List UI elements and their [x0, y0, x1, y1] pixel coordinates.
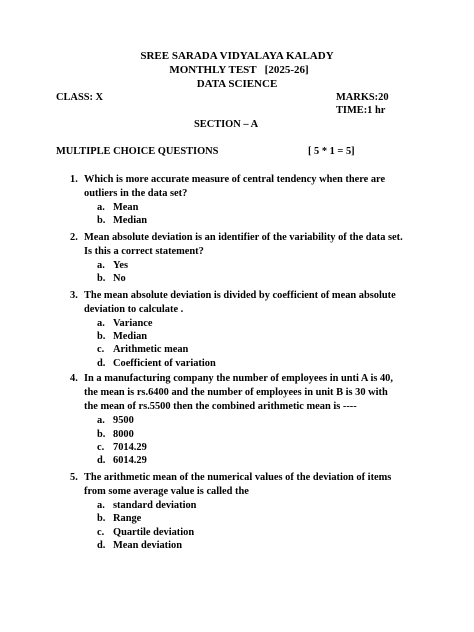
- option-text: Median: [113, 215, 148, 227]
- option-item: [0, 201, 474, 214]
- question-text: [0, 471, 404, 499]
- option-letter: d.: [97, 357, 106, 369]
- option-text: Quartile deviation: [113, 526, 195, 538]
- option-letter: a.: [97, 499, 105, 511]
- option-letter: a.: [97, 202, 105, 213]
- option-item: [0, 357, 474, 370]
- marks-scheme: [ 5 * 1 = 5]: [308, 146, 355, 157]
- question-number: 3.: [70, 289, 78, 301]
- option-item: [0, 512, 474, 525]
- option-text: Variance: [113, 317, 153, 329]
- option-item: [0, 259, 474, 272]
- option-list: [0, 317, 474, 371]
- question-item: [0, 173, 474, 228]
- option-text: No: [113, 273, 126, 285]
- option-text: standard deviation: [113, 499, 197, 511]
- option-item: [0, 343, 474, 356]
- option-letter: b.: [97, 331, 106, 343]
- option-list: [0, 499, 474, 553]
- option-list: [0, 201, 474, 228]
- question-number: 5.: [70, 471, 78, 483]
- question-item: [0, 372, 474, 468]
- test-title: MONTHLY TEST [2025-26]: [169, 64, 309, 76]
- question-item: [0, 289, 474, 371]
- option-letter: c.: [97, 526, 105, 538]
- option-item: [0, 428, 474, 441]
- option-item: [0, 414, 474, 427]
- option-text: Yes: [113, 259, 129, 271]
- option-item: [0, 526, 474, 539]
- question-text: [0, 231, 404, 259]
- option-letter: b.: [97, 428, 106, 440]
- question-item: [0, 471, 474, 553]
- option-text: 9500: [113, 415, 134, 427]
- question-text: [0, 173, 404, 201]
- option-text: Mean: [113, 202, 139, 213]
- question-body: The arithmetic mean of the numerical values of the deviation of items from some average value is called the: [84, 471, 392, 497]
- question-number: 2.: [70, 231, 78, 243]
- option-item: [0, 272, 474, 285]
- question-text: [0, 372, 404, 414]
- question-text: [0, 289, 404, 317]
- question-type-heading: MULTIPLE CHOICE QUESTIONS: [56, 146, 219, 157]
- option-letter: b.: [97, 215, 106, 227]
- time-label: TIME:1 hr: [336, 105, 386, 116]
- option-text: Range: [113, 513, 142, 525]
- option-letter: c.: [97, 344, 105, 356]
- question-body: In a manufacturing company the number of employees in unti A is 40, the mean is rs.6400 and the number of employees in unit B is 30 with the mean of rs.5500 then the combined arithmetic mean is ----: [84, 373, 393, 413]
- option-letter: a.: [97, 259, 105, 271]
- option-letter: b.: [97, 273, 106, 285]
- option-letter: c.: [97, 442, 105, 454]
- option-item: [0, 317, 474, 330]
- option-letter: a.: [97, 317, 105, 329]
- question-item: [0, 231, 474, 286]
- option-item: [0, 214, 474, 227]
- option-letter: d.: [97, 455, 106, 467]
- option-text: 8000: [113, 428, 134, 440]
- option-list: [0, 414, 474, 468]
- option-item: [0, 441, 474, 454]
- option-letter: a.: [97, 415, 105, 427]
- question-list: [0, 173, 474, 553]
- option-list: [0, 259, 474, 286]
- option-item: [0, 454, 474, 467]
- option-item: [0, 499, 474, 512]
- question-number: 1.: [70, 174, 78, 185]
- question-body: Mean absolute deviation is an identifier of the variability of the data set. Is this a correct statement?: [84, 231, 403, 257]
- question-number: 4.: [70, 373, 78, 385]
- option-text: Arithmetic mean: [113, 344, 189, 356]
- subject-title: DATA SCIENCE: [196, 78, 278, 90]
- option-letter: d.: [97, 540, 106, 552]
- option-item: [0, 330, 474, 343]
- option-letter: b.: [97, 513, 106, 525]
- option-text: Coefficient of variation: [113, 357, 216, 369]
- option-text: 6014.29: [113, 455, 147, 467]
- option-text: Mean deviation: [113, 540, 182, 552]
- section-title: SECTION – A: [194, 119, 259, 130]
- question-body: The mean absolute deviation is divided by coefficient of mean absolute deviation to calculate .: [84, 289, 396, 315]
- class-label: CLASS: X: [56, 92, 104, 103]
- marks-label: MARKS:20: [336, 92, 389, 103]
- question-body: Which is more accurate measure of central tendency when there are outliers in the data set?: [84, 174, 386, 199]
- school-name: SREE SARADA VIDYALAYA KALADY: [140, 50, 334, 62]
- option-item: [0, 539, 474, 552]
- option-text: Median: [113, 331, 148, 343]
- option-text: 7014.29: [113, 442, 147, 454]
